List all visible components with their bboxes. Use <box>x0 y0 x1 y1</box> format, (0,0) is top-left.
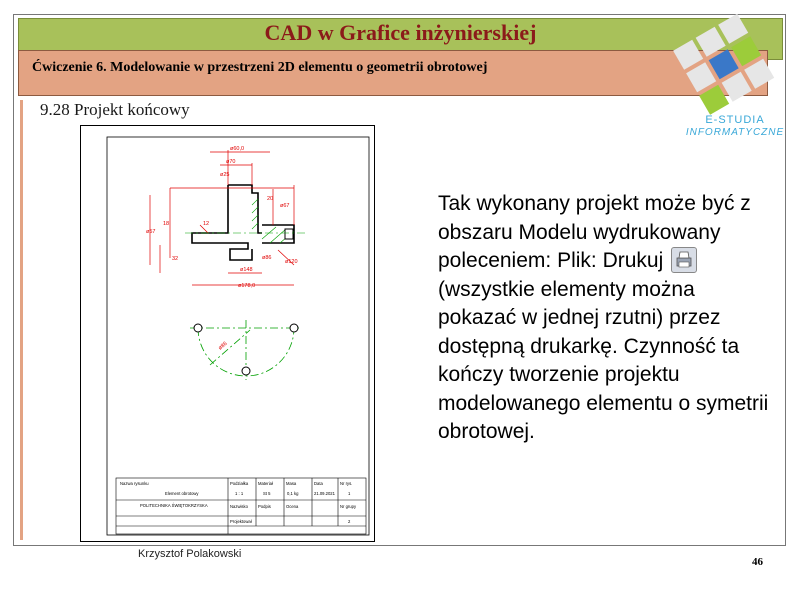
dim-label: ø86 <box>217 340 229 352</box>
dim-label: ø25 <box>220 172 230 178</box>
dim-label: ø70 <box>226 159 236 165</box>
dim-label: ø178,0 <box>238 283 256 289</box>
body-text-part1: Tak wykonany projekt może być z obszaru Modelu wydrukowany poleceniem: Plik: Drukuj <box>438 192 751 272</box>
svg-text:Masa: Masa <box>286 481 297 486</box>
body-text <box>438 190 778 447</box>
dim-label: ø57 <box>146 229 156 235</box>
logo-text-line1: E-STUDIA <box>705 114 765 126</box>
svg-text:0,1 kg: 0,1 kg <box>287 491 299 496</box>
svg-text:Nazwisko: Nazwisko <box>230 504 248 509</box>
svg-text:Nr grupy: Nr grupy <box>340 504 357 509</box>
svg-text:Podpis: Podpis <box>258 504 271 509</box>
page-number: 46 <box>752 556 763 568</box>
exercise-subtitle: Ćwiczenie 6. Modelowanie w przestrzeni 2D elementu o geometrii obrotowej <box>32 60 488 75</box>
svg-text:Ocena: Ocena <box>286 504 299 509</box>
svg-text:21.09.2021: 21.09.2021 <box>314 491 335 496</box>
author-name: Krzysztof Polakowski <box>138 548 242 560</box>
dim-label: 12 <box>203 221 210 227</box>
section-title: 9.28 Projekt końcowy <box>40 100 190 119</box>
left-accent-stripe <box>20 100 23 540</box>
svg-text:Nr rys.: Nr rys. <box>340 481 353 486</box>
dim-label: ø148 <box>240 267 253 273</box>
logo-text-line2: INFORMATYCZNE <box>685 127 785 138</box>
dim-label: ø67 <box>280 203 290 209</box>
svg-text:Podziałka: Podziałka <box>230 481 249 486</box>
dim-label: 32 <box>172 256 179 262</box>
slide-title: CAD w Grafice inżynierskiej <box>264 20 537 45</box>
svg-text:Data: Data <box>314 481 323 486</box>
dim-label: ø120 <box>285 259 298 265</box>
svg-text:Nazwa rysunku: Nazwa rysunku <box>120 481 149 486</box>
svg-text:Element obrotowy: Element obrotowy <box>165 491 199 496</box>
svg-text:Projektował: Projektował <box>230 519 252 524</box>
svg-text:POLITECHNIKA ŚWIĘTOKRZYSKA: POLITECHNIKA ŚWIĘTOKRZYSKA <box>140 503 208 508</box>
print-icon <box>671 247 697 273</box>
svg-text:1: 1 <box>348 491 351 496</box>
dim-label: ø86 <box>262 255 272 261</box>
svg-text:1 : 1: 1 : 1 <box>235 491 244 496</box>
dim-label: 18 <box>163 221 170 227</box>
svg-text:2: 2 <box>348 519 351 524</box>
technical-drawing <box>80 125 375 542</box>
svg-text:Materiał: Materiał <box>258 481 273 486</box>
svg-text:St 5: St 5 <box>263 491 271 496</box>
dim-label: 20 <box>267 196 274 202</box>
body-text-part2: (wszystkie elementy można pokazać w jednej rzutni) przez dostępną drukarkę. Czynność ta kończy tworzenie projektu modelowanego elementu o symetrii obrotowej. <box>438 277 769 443</box>
dim-label: ø60,0 <box>230 146 245 152</box>
